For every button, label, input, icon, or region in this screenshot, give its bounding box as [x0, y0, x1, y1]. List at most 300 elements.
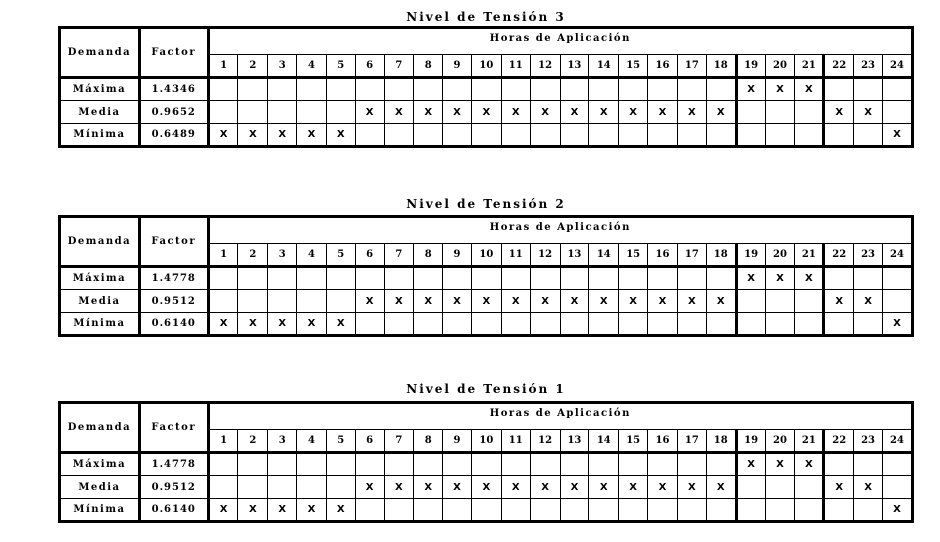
- hour-label: 19: [736, 55, 765, 78]
- hour-cell: [297, 453, 327, 476]
- factor-header: Factor: [139, 217, 208, 267]
- hour-cell: [443, 453, 472, 476]
- hour-cell: [706, 499, 736, 522]
- hour-cell: [297, 290, 327, 313]
- hours-table: [58, 215, 914, 337]
- hour-label: 20: [765, 244, 795, 267]
- demanda-label: Media: [60, 290, 140, 313]
- hour-cell: [882, 476, 912, 499]
- factor-value: 0.6489: [139, 124, 208, 147]
- hour-mark: X: [854, 290, 883, 313]
- hour-label: 14: [589, 55, 619, 78]
- hour-mark: X: [648, 290, 678, 313]
- hour-mark: X: [471, 476, 501, 499]
- hour-mark: X: [384, 476, 414, 499]
- tension-section: [58, 10, 914, 170]
- hour-cell: [384, 453, 414, 476]
- table-row: [60, 101, 913, 124]
- hour-label: 6: [355, 55, 384, 78]
- hour-mark: X: [882, 313, 912, 336]
- factor-value: 0.6140: [139, 313, 208, 336]
- hour-cell: [414, 124, 443, 147]
- hour-label: 5: [326, 244, 355, 267]
- hour-mark: X: [619, 476, 648, 499]
- hour-cell: [443, 78, 472, 101]
- hour-mark: X: [560, 101, 589, 124]
- hour-cell: [208, 290, 238, 313]
- hour-cell: [882, 290, 912, 313]
- demanda-label: Máxima: [60, 453, 140, 476]
- tension-section: [58, 382, 914, 542]
- hour-mark: X: [297, 499, 327, 522]
- hour-cell: [736, 101, 765, 124]
- hour-cell: [326, 453, 355, 476]
- hour-cell: [648, 267, 678, 290]
- hour-cell: [443, 267, 472, 290]
- hour-cell: [619, 453, 648, 476]
- hour-mark: X: [560, 476, 589, 499]
- hour-mark: X: [208, 124, 238, 147]
- demanda-label: Media: [60, 101, 140, 124]
- hour-cell: [268, 101, 297, 124]
- hour-label: 1: [208, 244, 238, 267]
- factor-header: Factor: [139, 28, 208, 78]
- hour-cell: [501, 313, 530, 336]
- hour-label: 11: [501, 430, 530, 453]
- hour-cell: [501, 267, 530, 290]
- hour-mark: X: [384, 290, 414, 313]
- hour-label: 21: [795, 244, 824, 267]
- hour-mark: X: [355, 101, 384, 124]
- hour-cell: [677, 267, 706, 290]
- hour-cell: [765, 124, 795, 147]
- hour-cell: [384, 124, 414, 147]
- hour-mark: X: [471, 290, 501, 313]
- hour-label: 12: [530, 55, 560, 78]
- hour-cell: [355, 313, 384, 336]
- hour-cell: [384, 313, 414, 336]
- hour-cell: [824, 313, 854, 336]
- hour-cell: [443, 313, 472, 336]
- hour-mark: X: [530, 290, 560, 313]
- hour-cell: [355, 453, 384, 476]
- hour-label: 6: [355, 430, 384, 453]
- hour-mark: X: [736, 78, 765, 101]
- hour-label: 22: [824, 430, 854, 453]
- demanda-label: Mínima: [60, 499, 140, 522]
- hour-cell: [326, 267, 355, 290]
- hour-cell: [471, 313, 501, 336]
- table-row: [60, 267, 913, 290]
- hour-mark: X: [530, 101, 560, 124]
- hour-mark: X: [765, 453, 795, 476]
- hour-label: 24: [882, 55, 912, 78]
- hour-mark: X: [384, 101, 414, 124]
- hour-cell: [238, 290, 268, 313]
- hour-label: 2: [238, 430, 268, 453]
- hour-cell: [795, 101, 824, 124]
- hour-cell: [882, 101, 912, 124]
- hour-mark: X: [326, 313, 355, 336]
- hour-label: 14: [589, 430, 619, 453]
- hour-label: 10: [471, 55, 501, 78]
- hour-cell: [706, 124, 736, 147]
- hour-cell: [795, 124, 824, 147]
- hour-cell: [560, 124, 589, 147]
- hour-mark: X: [677, 101, 706, 124]
- hour-cell: [589, 453, 619, 476]
- hour-cell: [824, 267, 854, 290]
- hour-label: 8: [414, 55, 443, 78]
- hour-cell: [355, 267, 384, 290]
- hour-label: 11: [501, 55, 530, 78]
- hour-cell: [530, 267, 560, 290]
- hour-label: 23: [854, 430, 883, 453]
- hour-cell: [238, 453, 268, 476]
- hour-label: 18: [706, 244, 736, 267]
- hour-label: 13: [560, 430, 589, 453]
- hour-cell: [648, 499, 678, 522]
- hour-label: 16: [648, 55, 678, 78]
- hour-cell: [648, 124, 678, 147]
- hour-cell: [619, 499, 648, 522]
- hour-mark: X: [824, 476, 854, 499]
- hour-cell: [677, 124, 706, 147]
- table-row: [60, 124, 913, 147]
- hour-label: 22: [824, 244, 854, 267]
- hour-cell: [384, 78, 414, 101]
- section-title: Nivel de Tensión 3: [406, 10, 566, 24]
- hour-label: 11: [501, 244, 530, 267]
- hour-label: 3: [268, 430, 297, 453]
- hour-mark: X: [736, 453, 765, 476]
- hour-cell: [854, 78, 883, 101]
- hour-mark: X: [589, 290, 619, 313]
- hour-cell: [765, 499, 795, 522]
- hour-cell: [854, 267, 883, 290]
- hour-label: 17: [677, 244, 706, 267]
- hour-mark: X: [443, 290, 472, 313]
- factor-value: 0.6140: [139, 499, 208, 522]
- hour-mark: X: [736, 267, 765, 290]
- hour-cell: [530, 78, 560, 101]
- hour-cell: [589, 124, 619, 147]
- hour-mark: X: [268, 313, 297, 336]
- factor-value: 0.9512: [139, 476, 208, 499]
- hour-label: 15: [619, 55, 648, 78]
- hour-cell: [560, 78, 589, 101]
- hour-label: 9: [443, 244, 472, 267]
- hour-cell: [648, 78, 678, 101]
- hour-label: 7: [384, 55, 414, 78]
- hour-label: 16: [648, 430, 678, 453]
- hour-label: 19: [736, 244, 765, 267]
- hour-cell: [501, 78, 530, 101]
- hour-label: 9: [443, 55, 472, 78]
- hour-cell: [824, 124, 854, 147]
- section-title: Nivel de Tensión 2: [406, 197, 566, 211]
- hour-mark: X: [854, 476, 883, 499]
- hour-mark: X: [619, 290, 648, 313]
- demanda-label: Media: [60, 476, 140, 499]
- hour-cell: [736, 499, 765, 522]
- hour-cell: [268, 476, 297, 499]
- hour-cell: [560, 267, 589, 290]
- hour-cell: [208, 101, 238, 124]
- hour-mark: X: [589, 101, 619, 124]
- hour-mark: X: [238, 499, 268, 522]
- hour-cell: [706, 313, 736, 336]
- hour-cell: [589, 78, 619, 101]
- demanda-label: Máxima: [60, 267, 140, 290]
- hour-cell: [208, 267, 238, 290]
- hour-label: 10: [471, 430, 501, 453]
- hour-label: 8: [414, 244, 443, 267]
- hour-label: 16: [648, 244, 678, 267]
- hour-cell: [471, 267, 501, 290]
- table-row: [60, 313, 913, 336]
- hour-label: 9: [443, 430, 472, 453]
- hours-table: [58, 26, 914, 148]
- hour-label: 17: [677, 430, 706, 453]
- table-row: [60, 290, 913, 313]
- hour-cell: [619, 313, 648, 336]
- hour-mark: X: [795, 453, 824, 476]
- hour-cell: [854, 499, 883, 522]
- hour-mark: X: [501, 290, 530, 313]
- hour-label: 19: [736, 430, 765, 453]
- hour-cell: [297, 267, 327, 290]
- hour-mark: X: [414, 101, 443, 124]
- hour-label: 22: [824, 55, 854, 78]
- horas-header: Horas de Aplicación: [208, 217, 912, 244]
- hour-mark: X: [824, 290, 854, 313]
- hour-mark: X: [619, 101, 648, 124]
- hour-mark: X: [326, 499, 355, 522]
- hour-label: 23: [854, 244, 883, 267]
- hour-cell: [589, 267, 619, 290]
- hour-label: 5: [326, 55, 355, 78]
- hour-mark: X: [297, 124, 327, 147]
- hour-label: 4: [297, 244, 327, 267]
- hour-cell: [268, 267, 297, 290]
- hour-label: 18: [706, 430, 736, 453]
- hour-cell: [238, 267, 268, 290]
- hour-cell: [414, 267, 443, 290]
- hour-label: 12: [530, 430, 560, 453]
- hour-label: 1: [208, 55, 238, 78]
- hour-cell: [501, 124, 530, 147]
- hour-cell: [443, 124, 472, 147]
- hour-cell: [326, 78, 355, 101]
- hour-cell: [706, 267, 736, 290]
- hour-cell: [589, 313, 619, 336]
- hour-cell: [208, 78, 238, 101]
- hour-label: 20: [765, 55, 795, 78]
- hour-mark: X: [765, 78, 795, 101]
- hour-cell: [765, 101, 795, 124]
- hour-cell: [355, 499, 384, 522]
- hour-mark: X: [208, 499, 238, 522]
- hour-cell: [414, 453, 443, 476]
- hour-cell: [501, 499, 530, 522]
- hour-cell: [501, 453, 530, 476]
- hour-cell: [443, 499, 472, 522]
- hour-label: 3: [268, 244, 297, 267]
- hour-mark: X: [530, 476, 560, 499]
- hour-label: 10: [471, 244, 501, 267]
- hour-cell: [384, 499, 414, 522]
- hour-cell: [736, 124, 765, 147]
- hour-label: 24: [882, 430, 912, 453]
- tension-section: [58, 197, 914, 357]
- hour-label: 13: [560, 244, 589, 267]
- section-title: Nivel de Tensión 1: [406, 382, 566, 396]
- hour-cell: [414, 313, 443, 336]
- hour-cell: [238, 476, 268, 499]
- hour-mark: X: [677, 290, 706, 313]
- hour-cell: [414, 499, 443, 522]
- hour-cell: [560, 499, 589, 522]
- hour-cell: [208, 453, 238, 476]
- hour-label: 23: [854, 55, 883, 78]
- hour-cell: [530, 453, 560, 476]
- hour-cell: [619, 267, 648, 290]
- hour-mark: X: [882, 499, 912, 522]
- demanda-header: Demanda: [60, 403, 140, 453]
- hour-cell: [765, 290, 795, 313]
- hours-table: [58, 401, 914, 523]
- hour-label: 7: [384, 244, 414, 267]
- hour-label: 6: [355, 244, 384, 267]
- hour-cell: [619, 124, 648, 147]
- hour-mark: X: [471, 101, 501, 124]
- hour-cell: [824, 78, 854, 101]
- hour-label: 5: [326, 430, 355, 453]
- hour-mark: X: [706, 101, 736, 124]
- hour-cell: [677, 499, 706, 522]
- hour-mark: X: [355, 476, 384, 499]
- hour-mark: X: [238, 124, 268, 147]
- hour-mark: X: [882, 124, 912, 147]
- hour-cell: [882, 453, 912, 476]
- horas-header: Horas de Aplicación: [208, 28, 912, 55]
- factor-value: 0.9652: [139, 101, 208, 124]
- hour-cell: [854, 124, 883, 147]
- hour-label: 8: [414, 430, 443, 453]
- hour-label: 3: [268, 55, 297, 78]
- hour-label: 4: [297, 55, 327, 78]
- hour-mark: X: [677, 476, 706, 499]
- table-row: [60, 499, 913, 522]
- hour-cell: [795, 290, 824, 313]
- hour-cell: [326, 476, 355, 499]
- hour-label: 17: [677, 55, 706, 78]
- hour-cell: [238, 101, 268, 124]
- hour-label: 15: [619, 244, 648, 267]
- hour-mark: X: [589, 476, 619, 499]
- hour-cell: [765, 313, 795, 336]
- hour-mark: X: [443, 101, 472, 124]
- hour-cell: [268, 290, 297, 313]
- hour-cell: [238, 78, 268, 101]
- demanda-header: Demanda: [60, 28, 140, 78]
- hour-mark: X: [854, 101, 883, 124]
- hour-cell: [882, 267, 912, 290]
- hour-label: 24: [882, 244, 912, 267]
- factor-value: 0.9512: [139, 290, 208, 313]
- hour-mark: X: [706, 476, 736, 499]
- hour-cell: [795, 476, 824, 499]
- factor-value: 1.4346: [139, 78, 208, 101]
- demanda-header: Demanda: [60, 217, 140, 267]
- hour-cell: [706, 453, 736, 476]
- hour-cell: [677, 313, 706, 336]
- hour-cell: [736, 313, 765, 336]
- hour-cell: [795, 499, 824, 522]
- hour-cell: [471, 453, 501, 476]
- hour-label: 1: [208, 430, 238, 453]
- hour-label: 15: [619, 430, 648, 453]
- hour-cell: [208, 476, 238, 499]
- hour-cell: [854, 453, 883, 476]
- table-row: [60, 78, 913, 101]
- horas-header: Horas de Aplicación: [208, 403, 912, 430]
- hour-label: 4: [297, 430, 327, 453]
- hour-mark: X: [355, 290, 384, 313]
- hour-mark: X: [268, 124, 297, 147]
- hour-mark: X: [238, 313, 268, 336]
- hour-mark: X: [443, 476, 472, 499]
- hour-cell: [648, 453, 678, 476]
- factor-value: 1.4778: [139, 453, 208, 476]
- hour-mark: X: [560, 290, 589, 313]
- hour-mark: X: [501, 476, 530, 499]
- table-row: [60, 453, 913, 476]
- hour-cell: [824, 499, 854, 522]
- hour-label: 7: [384, 430, 414, 453]
- hour-mark: X: [765, 267, 795, 290]
- hour-label: 2: [238, 244, 268, 267]
- hour-label: 2: [238, 55, 268, 78]
- hour-mark: X: [648, 101, 678, 124]
- hour-cell: [471, 124, 501, 147]
- hour-mark: X: [824, 101, 854, 124]
- hour-cell: [355, 78, 384, 101]
- hour-mark: X: [706, 290, 736, 313]
- factor-value: 1.4778: [139, 267, 208, 290]
- demanda-label: Mínima: [60, 313, 140, 336]
- hour-label: 12: [530, 244, 560, 267]
- hour-cell: [560, 453, 589, 476]
- hour-cell: [882, 78, 912, 101]
- hour-label: 21: [795, 55, 824, 78]
- hour-cell: [795, 313, 824, 336]
- hour-label: 18: [706, 55, 736, 78]
- hour-cell: [471, 78, 501, 101]
- hour-mark: X: [326, 124, 355, 147]
- hour-cell: [326, 101, 355, 124]
- hour-cell: [355, 124, 384, 147]
- hour-cell: [471, 499, 501, 522]
- hour-cell: [736, 476, 765, 499]
- hour-cell: [648, 313, 678, 336]
- hour-cell: [677, 78, 706, 101]
- hour-label: 20: [765, 430, 795, 453]
- hour-cell: [268, 453, 297, 476]
- hour-mark: X: [414, 476, 443, 499]
- hour-mark: X: [795, 267, 824, 290]
